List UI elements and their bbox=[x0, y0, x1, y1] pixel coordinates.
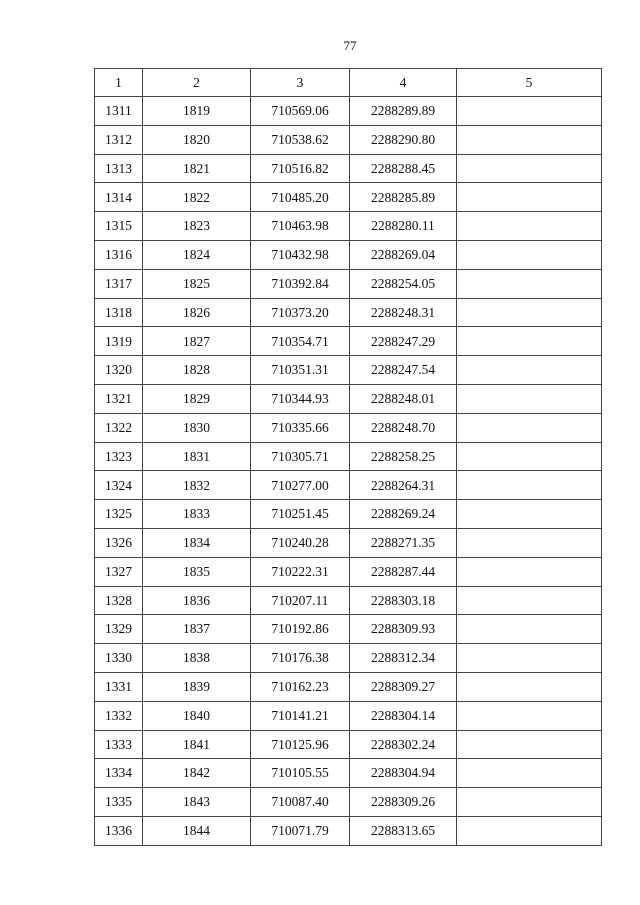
table-cell bbox=[457, 759, 602, 788]
table-cell: 1332 bbox=[95, 701, 143, 730]
table-row bbox=[95, 500, 602, 529]
table-cell: 2288303.18 bbox=[350, 586, 457, 615]
table-cell: 2288271.35 bbox=[350, 528, 457, 557]
table-cell: 710207.11 bbox=[251, 586, 350, 615]
table-cell bbox=[457, 240, 602, 269]
table-row bbox=[95, 356, 602, 385]
table-cell: 1327 bbox=[95, 557, 143, 586]
table-header-row bbox=[95, 69, 602, 97]
table-cell: 1833 bbox=[143, 500, 251, 529]
table-cell: 1840 bbox=[143, 701, 251, 730]
table-cell: 1326 bbox=[95, 528, 143, 557]
table-cell: 710071.79 bbox=[251, 816, 350, 845]
table-cell bbox=[457, 298, 602, 327]
table-cell: 1819 bbox=[143, 97, 251, 126]
table-cell bbox=[457, 442, 602, 471]
table-cell: 710432.98 bbox=[251, 240, 350, 269]
table-cell: 1834 bbox=[143, 528, 251, 557]
table-row bbox=[95, 413, 602, 442]
table-cell: 710538.62 bbox=[251, 125, 350, 154]
table-cell bbox=[457, 125, 602, 154]
table-cell: 1820 bbox=[143, 125, 251, 154]
table-cell: 710125.96 bbox=[251, 730, 350, 759]
table-row bbox=[95, 672, 602, 701]
table-cell: 710354.71 bbox=[251, 327, 350, 356]
table-cell: 1328 bbox=[95, 586, 143, 615]
table-cell: 1842 bbox=[143, 759, 251, 788]
table-cell: 1316 bbox=[95, 240, 143, 269]
table-cell bbox=[457, 557, 602, 586]
table-cell bbox=[457, 327, 602, 356]
table-cell: 1823 bbox=[143, 212, 251, 241]
table-cell: 2288302.24 bbox=[350, 730, 457, 759]
table-cell: 1323 bbox=[95, 442, 143, 471]
table-cell: 2288269.04 bbox=[350, 240, 457, 269]
table-cell: 710192.86 bbox=[251, 615, 350, 644]
table-cell bbox=[457, 528, 602, 557]
table-cell: 2288309.27 bbox=[350, 672, 457, 701]
table-cell: 1334 bbox=[95, 759, 143, 788]
table-cell: 1830 bbox=[143, 413, 251, 442]
column-header: 3 bbox=[251, 69, 350, 97]
column-header: 4 bbox=[350, 69, 457, 97]
table-cell: 2288269.24 bbox=[350, 500, 457, 529]
page-number: 77 bbox=[343, 38, 357, 53]
table-cell: 710222.31 bbox=[251, 557, 350, 586]
table-cell bbox=[457, 788, 602, 817]
table-cell: 2288247.29 bbox=[350, 327, 457, 356]
table-cell: 710569.06 bbox=[251, 97, 350, 126]
table-cell: 710335.66 bbox=[251, 413, 350, 442]
table-cell: 2288287.44 bbox=[350, 557, 457, 586]
table-cell: 1838 bbox=[143, 644, 251, 673]
table-cell: 1331 bbox=[95, 672, 143, 701]
table-row bbox=[95, 557, 602, 586]
table-row bbox=[95, 528, 602, 557]
table-cell: 1832 bbox=[143, 471, 251, 500]
table-cell: 710516.82 bbox=[251, 154, 350, 183]
table-row bbox=[95, 269, 602, 298]
table-row bbox=[95, 212, 602, 241]
table-cell: 1333 bbox=[95, 730, 143, 759]
table-cell bbox=[457, 413, 602, 442]
table-row bbox=[95, 298, 602, 327]
table-cell: 710105.55 bbox=[251, 759, 350, 788]
table-cell: 1322 bbox=[95, 413, 143, 442]
table-row bbox=[95, 384, 602, 413]
table-cell: 2288313.65 bbox=[350, 816, 457, 845]
table-cell: 710485.20 bbox=[251, 183, 350, 212]
table-cell: 1321 bbox=[95, 384, 143, 413]
table-cell: 1835 bbox=[143, 557, 251, 586]
table-cell bbox=[457, 183, 602, 212]
table-cell: 2288304.94 bbox=[350, 759, 457, 788]
table-cell: 2288309.26 bbox=[350, 788, 457, 817]
table-cell bbox=[457, 500, 602, 529]
table-cell bbox=[457, 730, 602, 759]
coordinates-table bbox=[94, 68, 602, 846]
table-cell: 1336 bbox=[95, 816, 143, 845]
table-cell: 2288254.05 bbox=[350, 269, 457, 298]
table-row bbox=[95, 644, 602, 673]
table-cell: 710162.23 bbox=[251, 672, 350, 701]
column-header: 2 bbox=[143, 69, 251, 97]
table-cell: 1330 bbox=[95, 644, 143, 673]
table-cell: 1311 bbox=[95, 97, 143, 126]
table-cell: 2288264.31 bbox=[350, 471, 457, 500]
table-cell: 1319 bbox=[95, 327, 143, 356]
table-cell: 2288248.70 bbox=[350, 413, 457, 442]
table-cell bbox=[457, 644, 602, 673]
table-cell: 710463.98 bbox=[251, 212, 350, 241]
table-cell bbox=[457, 269, 602, 298]
table-row bbox=[95, 442, 602, 471]
table-cell bbox=[457, 471, 602, 500]
table-cell: 2288258.25 bbox=[350, 442, 457, 471]
table-row bbox=[95, 615, 602, 644]
table-cell: 1315 bbox=[95, 212, 143, 241]
table-cell: 1312 bbox=[95, 125, 143, 154]
table-cell bbox=[457, 212, 602, 241]
table-cell: 1325 bbox=[95, 500, 143, 529]
table-cell: 1837 bbox=[143, 615, 251, 644]
table-cell: 1320 bbox=[95, 356, 143, 385]
table-row bbox=[95, 183, 602, 212]
column-header: 1 bbox=[95, 69, 143, 97]
table-cell bbox=[457, 672, 602, 701]
table-cell: 1831 bbox=[143, 442, 251, 471]
table-cell: 710240.28 bbox=[251, 528, 350, 557]
table-cell: 1317 bbox=[95, 269, 143, 298]
table-cell: 2288304.14 bbox=[350, 701, 457, 730]
table-cell: 1827 bbox=[143, 327, 251, 356]
table-cell: 2288285.89 bbox=[350, 183, 457, 212]
table-cell: 1826 bbox=[143, 298, 251, 327]
table-cell: 1824 bbox=[143, 240, 251, 269]
table-cell: 1844 bbox=[143, 816, 251, 845]
column-header: 5 bbox=[457, 69, 602, 97]
table-cell: 2288248.01 bbox=[350, 384, 457, 413]
table-cell: 710251.45 bbox=[251, 500, 350, 529]
table-cell: 1314 bbox=[95, 183, 143, 212]
table-row bbox=[95, 730, 602, 759]
table-cell: 710141.21 bbox=[251, 701, 350, 730]
table-cell bbox=[457, 701, 602, 730]
table-row bbox=[95, 586, 602, 615]
table-row bbox=[95, 759, 602, 788]
table-cell bbox=[457, 154, 602, 183]
table-cell: 2288312.34 bbox=[350, 644, 457, 673]
table-cell bbox=[457, 97, 602, 126]
table-cell: 710176.38 bbox=[251, 644, 350, 673]
table-cell: 1822 bbox=[143, 183, 251, 212]
table-cell bbox=[457, 356, 602, 385]
table-cell bbox=[457, 615, 602, 644]
table-cell bbox=[457, 384, 602, 413]
table-row bbox=[95, 327, 602, 356]
table-cell: 710087.40 bbox=[251, 788, 350, 817]
table-cell: 1821 bbox=[143, 154, 251, 183]
table-cell: 1836 bbox=[143, 586, 251, 615]
table-row bbox=[95, 154, 602, 183]
table-cell: 2288248.31 bbox=[350, 298, 457, 327]
table-cell: 2288289.89 bbox=[350, 97, 457, 126]
table-cell: 1324 bbox=[95, 471, 143, 500]
table-cell: 1839 bbox=[143, 672, 251, 701]
table-row bbox=[95, 125, 602, 154]
table-row bbox=[95, 240, 602, 269]
table-cell: 1313 bbox=[95, 154, 143, 183]
table-cell: 2288290.80 bbox=[350, 125, 457, 154]
table-row bbox=[95, 788, 602, 817]
table-cell: 2288280.11 bbox=[350, 212, 457, 241]
table-row bbox=[95, 97, 602, 126]
table-cell: 1335 bbox=[95, 788, 143, 817]
table-cell: 1829 bbox=[143, 384, 251, 413]
table-row bbox=[95, 701, 602, 730]
table-cell: 1318 bbox=[95, 298, 143, 327]
table-cell bbox=[457, 816, 602, 845]
table-cell: 2288288.45 bbox=[350, 154, 457, 183]
table-row bbox=[95, 816, 602, 845]
table-cell: 2288309.93 bbox=[350, 615, 457, 644]
table-cell: 710277.00 bbox=[251, 471, 350, 500]
table-cell: 710344.93 bbox=[251, 384, 350, 413]
table-cell: 1828 bbox=[143, 356, 251, 385]
table-cell: 2288247.54 bbox=[350, 356, 457, 385]
table-cell: 1843 bbox=[143, 788, 251, 817]
table-cell: 710373.20 bbox=[251, 298, 350, 327]
table-cell: 710351.31 bbox=[251, 356, 350, 385]
table-cell: 710305.71 bbox=[251, 442, 350, 471]
table-cell: 1825 bbox=[143, 269, 251, 298]
table-cell bbox=[457, 586, 602, 615]
table-cell: 710392.84 bbox=[251, 269, 350, 298]
table-cell: 1841 bbox=[143, 730, 251, 759]
table-cell: 1329 bbox=[95, 615, 143, 644]
table-row bbox=[95, 471, 602, 500]
